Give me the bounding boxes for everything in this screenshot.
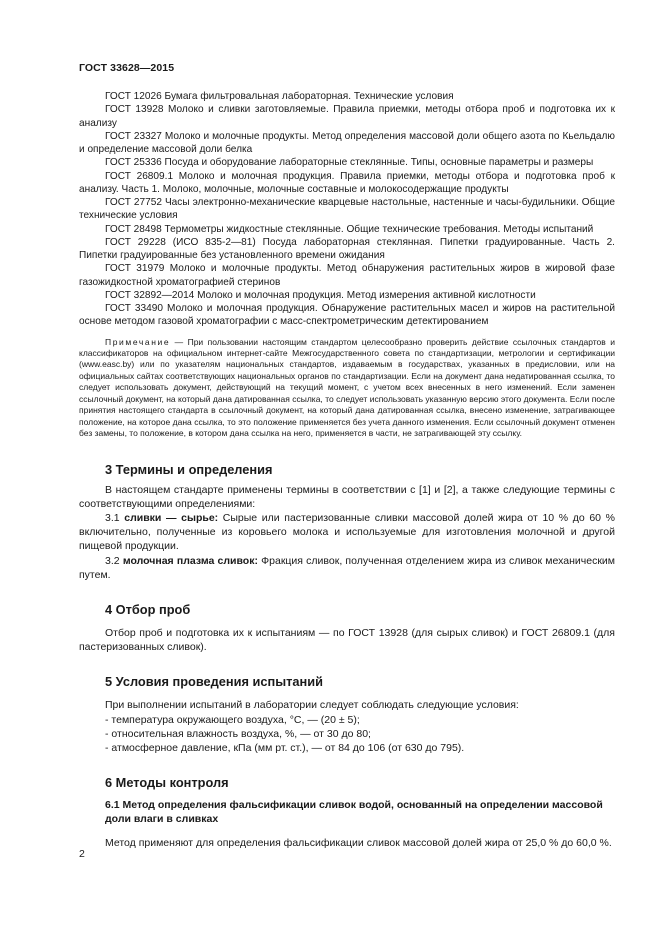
section-title: 6 Методы контроля <box>105 775 229 791</box>
reference-item: ГОСТ 23327 Молоко и молочные продукты. Метод определения массовой доли общего азота по Кьельдалю и определение массовой доли белка <box>79 130 615 155</box>
note-label: Примечание <box>105 336 171 347</box>
term-name: молочная плазма сливок: <box>122 554 258 567</box>
reference-item: ГОСТ 13928 Молоко и сливки заготовляемые. Правила приемки, методы отбора проб и подготовка их к анализу <box>79 104 615 129</box>
term-definition <box>79 554 615 582</box>
section-5 <box>79 674 615 755</box>
normative-references-list <box>79 90 615 329</box>
term-number: 3.2 <box>105 554 123 567</box>
section-3 <box>79 462 615 582</box>
reference-item: ГОСТ 25336 Посуда и оборудование лабораторные стеклянные. Типы, основные параметры и размеры <box>105 157 594 169</box>
term-text: Сырые или пастеризованные сливки массовой долей жира от 10 % до 60 % включительно, полученные из коровьего молока и используемые для изготовления молочной и другой пищевой продукции. <box>79 511 615 553</box>
section-4 <box>79 602 615 654</box>
section-intro: В настоящем стандарте применены термины в соответствии с [1] и [2], а также следующие термины с соответствующими определениями: <box>79 483 615 510</box>
document-header: ГОСТ 33628—2015 <box>79 62 175 74</box>
reference-item: ГОСТ 31979 Молоко и молочные продукты. Метод обнаружения растительных жиров в жировой фазе газожидкостной хроматографией стеринов <box>79 263 615 288</box>
reference-item: ГОСТ 12026 Бумага фильтровальная лабораторная. Технические условия <box>105 91 454 102</box>
term-name: сливки — сырье: <box>124 511 219 524</box>
subsection-title: 6.1 Метод определения фальсификации сливок водой, основанный на определении массовой доли влаги в сливках <box>105 799 603 826</box>
reference-item: ГОСТ 26809.1 Молоко и молочная продукция. Правила приемки, методы отбора и подготовка проб к анализу. Часть 1. Молоко, молочные, молочные составные и молокосодержащие продукты <box>79 170 615 195</box>
section-intro: При выполнении испытаний в лаборатории следует соблюдать следующие условия: <box>105 699 519 712</box>
section-title: 4 Отбор проб <box>105 602 191 617</box>
note-dash: — <box>170 336 188 347</box>
term-definition <box>79 511 615 554</box>
list-item: - относительная влажность воздуха, %, — от 30 до 80; <box>105 727 371 740</box>
term-number: 3.1 <box>105 511 125 524</box>
list-item: - температура окружающего воздуха, °С, — (20 ± 5); <box>105 713 360 726</box>
conditions-list <box>79 713 615 756</box>
note-block <box>79 337 615 440</box>
list-item: - атмосферное давление, кПа (мм рт. ст.), — от 84 до 106 (от 630 до 795). <box>105 742 465 755</box>
note-text: При пользовании настоящим стандартом целесообразно проверить действие ссылочных стандартов и классификаторов на официальном интернет-сайте Межгосударственного совета по стандартизации, метрологии и сертификации (www.easc.by) или по указателям национальных стандартов, издаваемым в государствах, указанных в предисловии, или на официальных сайтах соответствующих национальных органов по стандартизации. Если на документ дана недатированная ссылка, то следует использовать документ, действующий на текущий момент, с учетом всех внесенных в него изменений. Если заменен ссылочный документ, на который дана датированная ссылка, то следует использовать указанную версию этого документа. Если после принятия настоящего стандарта в ссылочный документ, на который дана датированная ссылка, внесено изменение, затрагивающее положение, на которое дана ссылка, то это положение применяется без учета данного изменения. Если ссылочный документ отменен без замены, то положение, в котором дана ссылка на него, применяется в части, не затрагивающей эту ссылку. <box>79 336 615 439</box>
section-text: Отбор проб и подготовка их к испытаниям — по ГОСТ 13928 (для сырых сливок) и ГОСТ 26809.1 (для пастеризованных сливок). <box>79 627 615 654</box>
reference-item: ГОСТ 28498 Термометры жидкостные стеклянные. Общие технические требования. Методы испытаний <box>105 223 594 235</box>
section-title: 3 Термины и определения <box>105 461 273 477</box>
reference-item: ГОСТ 32892—2014 Молоко и молочная продукция. Метод измерения активной кислотности <box>105 289 536 301</box>
section-title: 5 Условия проведения испытаний <box>105 674 324 690</box>
section-text: Метод применяют для определения фальсификации сливок массовой долей жира от 25,0 % до 60,0 %. <box>105 836 612 849</box>
reference-item: ГОСТ 29228 (ИСО 835-2—81) Посуда лабораторная стеклянная. Пипетки градуированные. Часть 2. Пипетки градуированные без установленного времени ожидания <box>79 236 615 261</box>
reference-item: ГОСТ 27752 Часы электронно-механические кварцевые настольные, настенные и часы-будильники. Общие технические условия <box>79 197 615 222</box>
page-number: 2 <box>79 848 85 860</box>
term-text: Фракция сливок, полученная отделением жира из сливок механическим путем. <box>79 554 616 581</box>
document-body <box>79 90 615 850</box>
section-6 <box>79 775 615 850</box>
reference-item: ГОСТ 33490 Молоко и молочная продукция. Обнаружение растительных масел и жиров на растительной основе методом газовой хроматографии с масс-спектрометрическим детектированием <box>79 303 615 328</box>
